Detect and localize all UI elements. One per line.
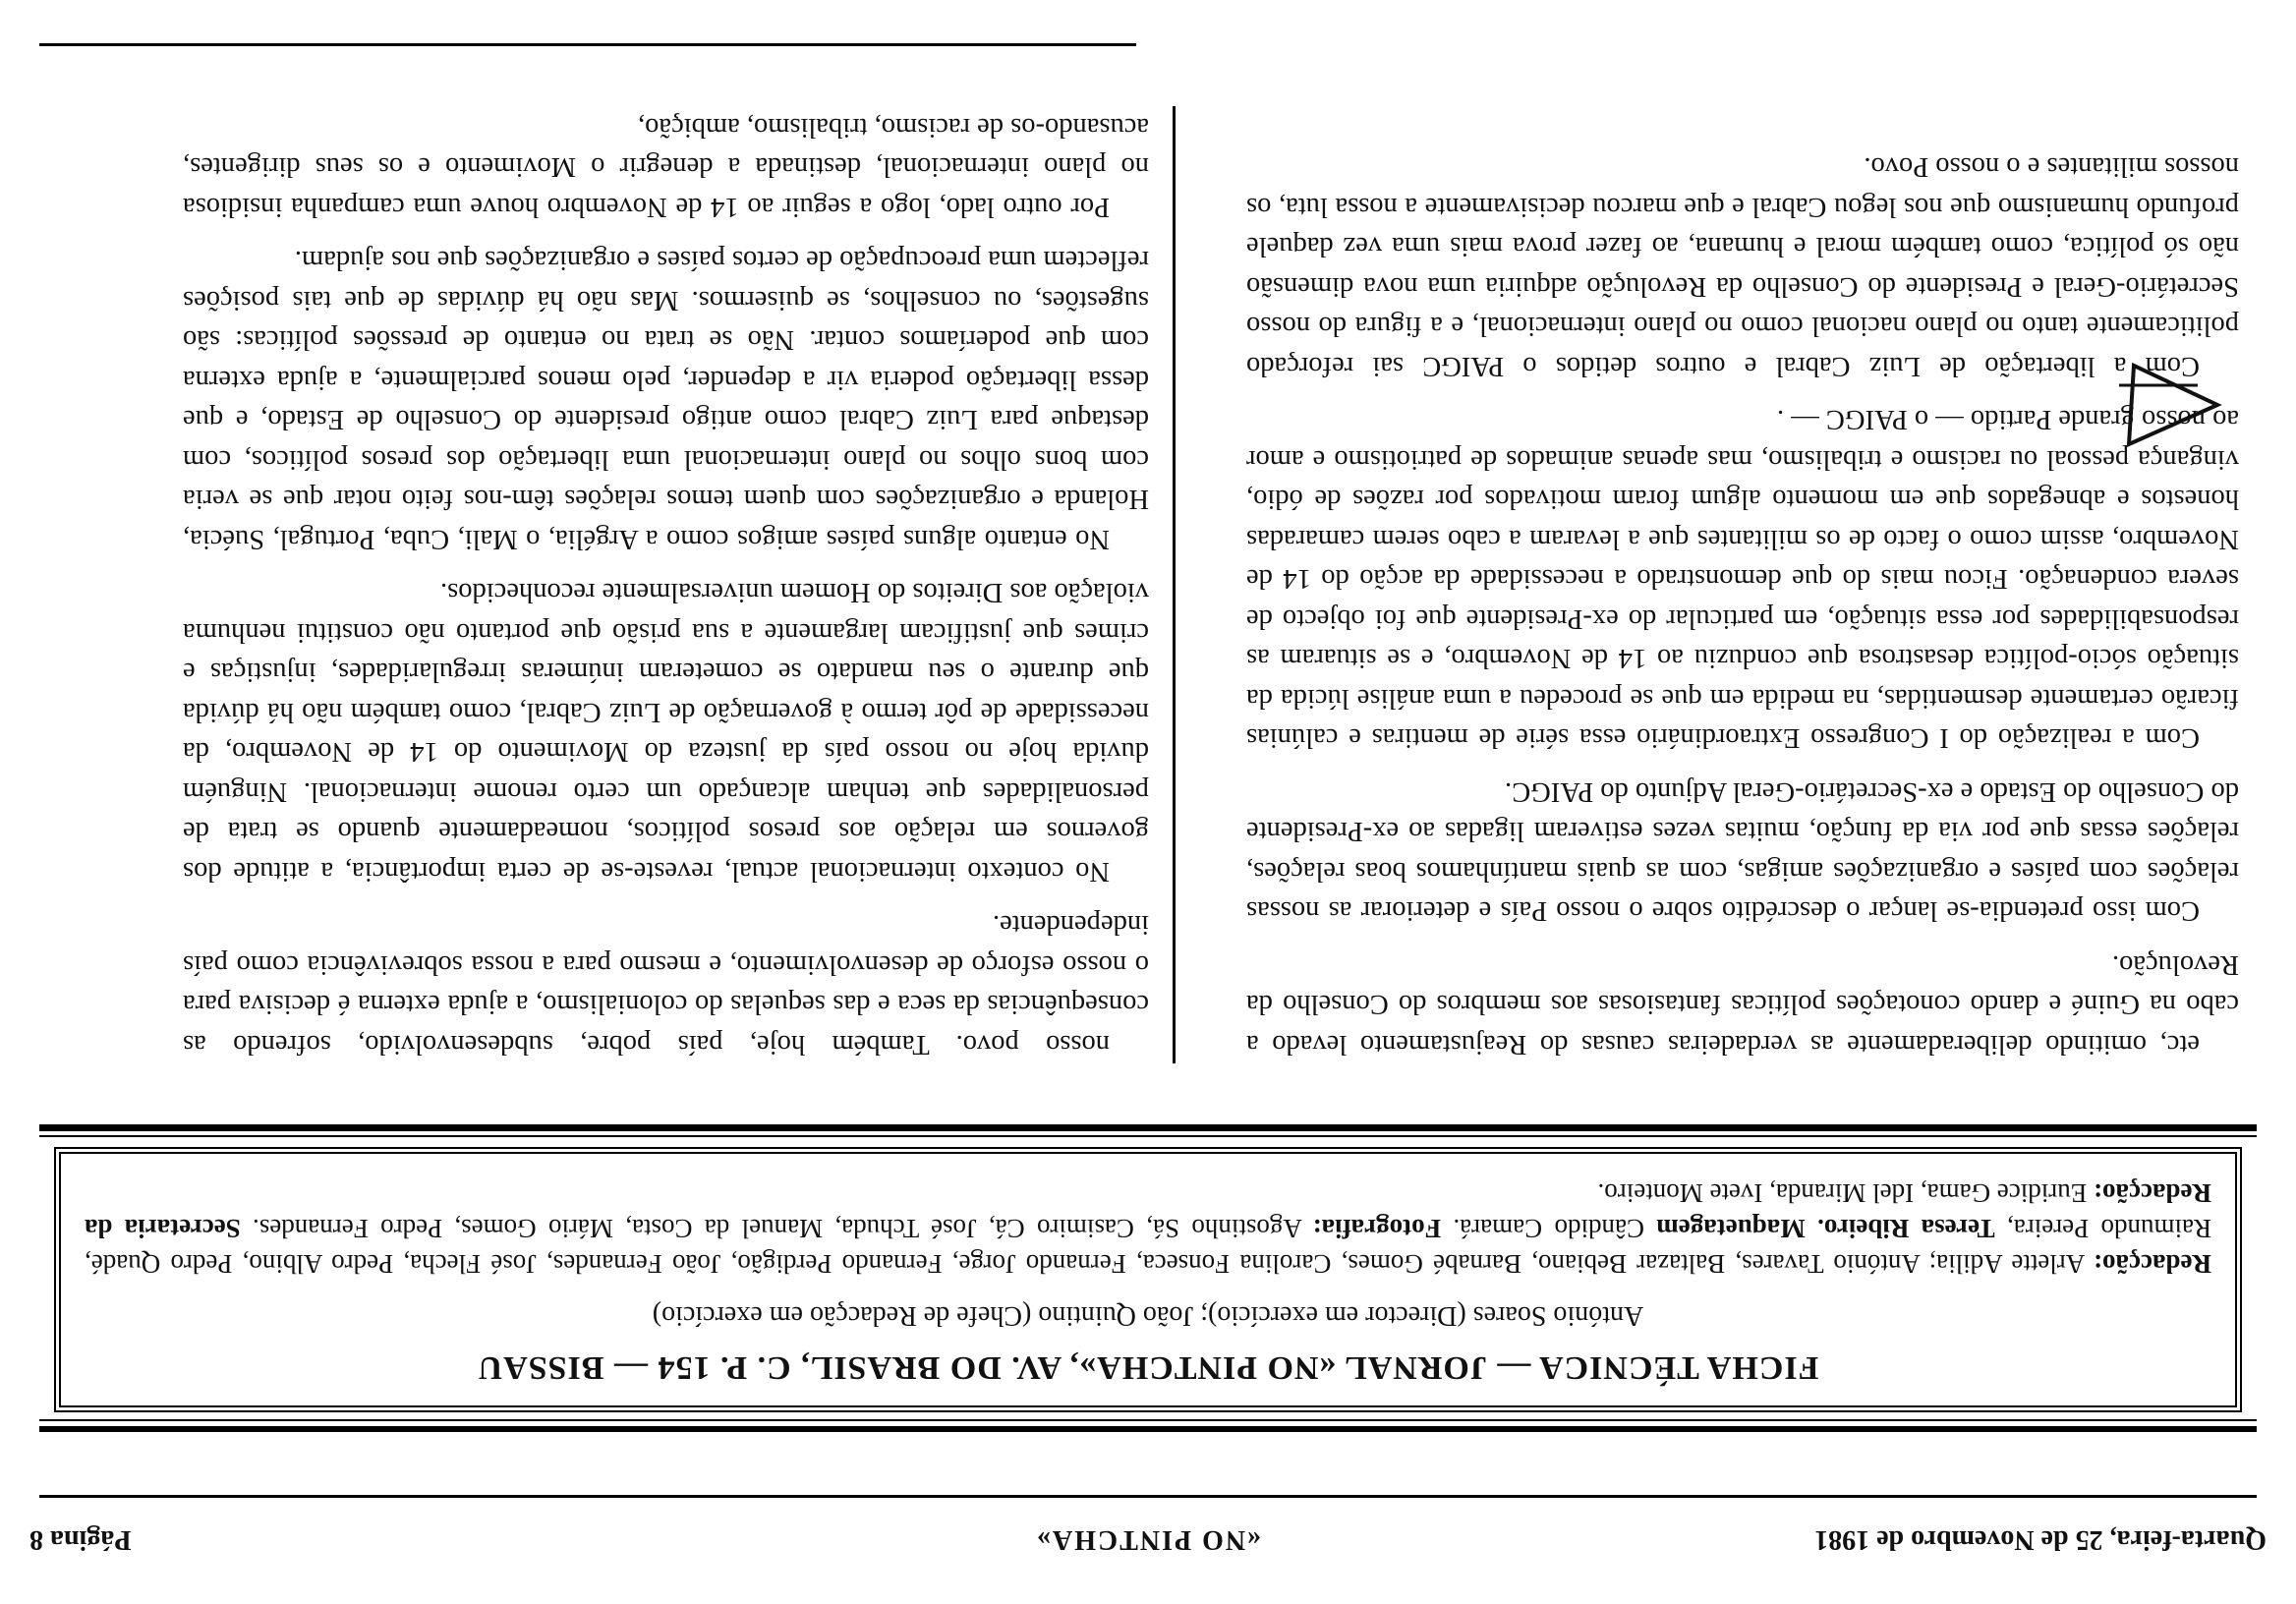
- maquetagem-label: Maquetagem: [1656, 1214, 1806, 1243]
- paragraph: nosso povo. Também hoje, país pobre, subdesenvolvido, sofrendo as consequências da seca e das sequelas do colonialismo, a ajuda externa é decisiva para o nosso esforço de desenvolvimento, e mesmo para a nossa sobrevivência como país independente.: [183, 909, 1149, 1060]
- header-page-label: Página 8: [29, 1524, 132, 1555]
- secretaria-label: Secretaria da Redacção:: [84, 1178, 2211, 1243]
- article-column-right: [183, 107, 1176, 1064]
- headline-rule: [39, 43, 1136, 46]
- ficha-top-rule-thin: [39, 1419, 2257, 1421]
- handwritten-arrow-mark: [2109, 346, 2227, 464]
- secretaria-names: Euridice Gama, Idel Miranda, Ivete Monteiro.: [1597, 1178, 2088, 1208]
- article-column-left: [1246, 146, 2239, 1063]
- ficha-tecnica-box: [54, 1147, 2242, 1412]
- ficha-bottom-rule-thin: [39, 1135, 2257, 1137]
- paragraph: etc, omitindo deliberadamente as verdadeiras causas do Reajustamento levado a cabo na Guiné e dando conotações políticas fantasiosas aos membros do Conselho da Revolução.: [1246, 949, 2239, 1060]
- header-rule: [39, 1495, 2257, 1498]
- paragraph: Com a libertação de Luiz Cabral e outros detidos o PAIGC sai reforçado politicamente tanto no plano nacional como no plano internacional, e a figura do nosso Secretário-Geral e Presidente do Conselho da Revolução adquiria uma nova dimensão não só política, como também moral e humana, ao fazer prova mais uma vez daquele profundo humanismo que nos legou Cabral e que marcou decisivamente a nossa luta, os nossos militantes e o nosso Povo.: [1246, 151, 2239, 381]
- ficha-top-rule: [39, 1426, 2257, 1432]
- redaccao-label: Redacção:: [2094, 1249, 2211, 1279]
- fotografia-names: Agostinho Sá, Casimiro Cá, José Tchuda, Manuel da Costa, Mário Gomes, Pedro Fernandes.: [253, 1214, 1302, 1243]
- redaccao-names: Arlette Adilia; António Tavares, Baltazar Bebiano, Barnabé Gomes, Carolina Fonseca, Fernando Jorge, Fernando Perdigão, João Fernandes, José Flecha, Pedro Albino, Pedro Quadé, Raimundo Pereira,: [85, 1214, 2211, 1279]
- ficha-bottom-rule: [39, 1124, 2257, 1131]
- fotografia-label: Fotografia:: [1312, 1214, 1442, 1243]
- header-date: Quarta-feira, 25 de Novembro de 1981: [1814, 1524, 2267, 1555]
- paragraph: No contexto internacional actual, reveste-se de certa importância, a atitude dos governos em relação aos presos políticos, nomeadamente quando se trata de personalidades que tenham alcançado um certo renome internacional. Ninguém duvida hoje no nosso país da justeza do Movimento do 14 de Novembro, da necessidade de pôr termo à governação de Luiz Cabral, como também não há dúvida que durante o seu mandato se cometeram inúmeras irregularidades, injustiças e crimes que justificam largamente a sua prisão que portanto não constitui nenhuma violação aos Direitos do Homem universalmente reconhecidos.: [183, 577, 1149, 887]
- page-header: [29, 1504, 2267, 1563]
- paragraph: Com a realização do I Congresso Extraordinário essa série de mentiras e calúnias ficarão certamente desmentidas, na medida em que se procedeu a uma análise lúcida da situação sócio-política desastrosa que conduziu ao 14 de Novembro, e se situaram as responsabilidades por essa situação, em particular do ex-Presidente que foi objecto de severa condenação. Ficou mais do que demonstrado a necessidade da acção do 14 de Novembro, assim como o facto de os militantes que a levaram a cabo serem camaradas honestos e abnegados que em momento algum foram motivados por razões de ódio, vingança pessoal ou racismo e tribalismo, mas apenas animados de patriotismo e amor ao nosso grande Partido — o PAIGC — .: [1246, 404, 2239, 754]
- ficha-title: FICHA TÉCNICA — JORNAL «NO PINTCHA», AV. DO BRASIL, C. P. 154 — BISSAU: [477, 1349, 1819, 1386]
- ficha-directors: António Soares (Director em exercício); João Quintino (Chefe de Redacção em exercício): [652, 1300, 1644, 1331]
- header-paper-name: «NO PINTCHA»: [1034, 1524, 1262, 1555]
- paragraph: Por outro lado, logo a seguir ao 14 de Novembro houve uma campanha insidiosa no plano internacional, destinada a denegrir o Movimento e os seus dirigentes, acusando-os de racismo, tribalismo, ambição,: [183, 112, 1149, 222]
- paragraph: Com isso pretendia-se lançar o descrédito sobre o nosso País e deteriorar as nossas relações com países e organizações amigas, com as quais mantínhamos boas relações, relações essas que por via da função, muitas vezes estiveram ligadas ao ex-Presidente do Conselho do Estado e ex-Secretário-Geral Adjunto do PAIGC.: [1246, 776, 2239, 927]
- paragraph: No entanto alguns países amigos como a Argélia, o Mali, Cuba, Portugal, Suécia, Holanda e organizações com quem temos relações têm-nos feito notar que se veria com bons olhos no plano internacional uma libertação dos presos políticos, com destaque para Luiz Cabral como antigo presidente do Conselho de Estado, e que dessa libertação poderia vir a depender, pelo menos parcialmente, a ajuda externa com que poderíamos contar. Não se trata no entanto de pressões políticas: são sugestões, ou conselhos, se quisermos. Mas não há dúvidas de que tais posições reflectem uma preocupação de certos países e organizações que nos ajudam.: [183, 245, 1149, 554]
- ficha-credits: [85, 1175, 2211, 1282]
- teresa-name: Teresa Ribeiro.: [1817, 1214, 1995, 1243]
- maquetagem-names: Cândido Camará.: [1453, 1214, 1644, 1243]
